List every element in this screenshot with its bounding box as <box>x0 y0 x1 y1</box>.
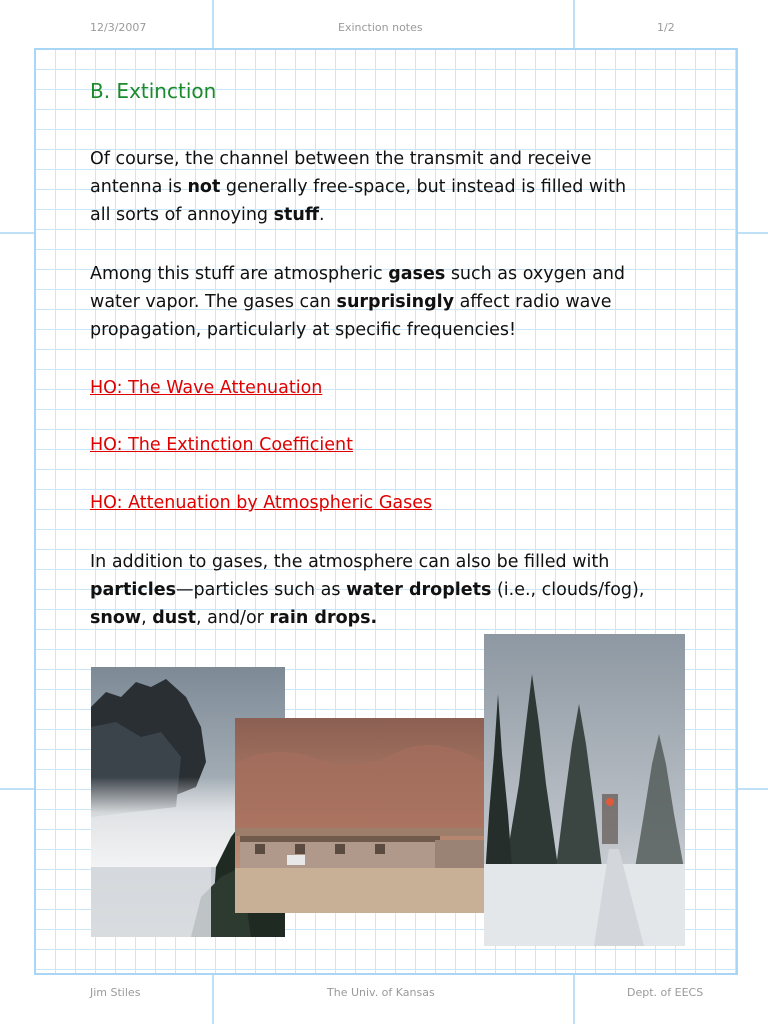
header-doc-title: Exinction notes <box>338 21 423 34</box>
text-line: all sorts of annoying stuff. <box>90 205 325 225</box>
paragraph-particles <box>90 548 730 632</box>
footer-university: The Univ. of Kansas <box>327 986 435 999</box>
text-line: water vapor. The gases can surprisingly affect radio wave <box>90 292 612 312</box>
text-line: antenna is not generally free-space, but instead is filled with <box>90 177 627 197</box>
text-line: snow, dust, and/or rain drops. <box>90 608 378 628</box>
section-title: B. Extinction <box>90 79 217 103</box>
text-line: In addition to gases, the atmosphere can also be filled with <box>90 552 610 572</box>
paragraph-channel <box>90 145 690 229</box>
footer-author: Jim Stiles <box>90 986 141 999</box>
paragraph-gases <box>90 260 690 344</box>
text-line: Of course, the channel between the transmit and receive <box>90 149 592 169</box>
handout-link-atmospheric-gases[interactable]: HO: Attenuation by Atmospheric Gases <box>90 493 433 513</box>
header-date: 12/3/2007 <box>90 21 147 34</box>
photo-dust-storm <box>235 718 485 913</box>
photo-snow-forest <box>484 634 685 946</box>
text-line: particles—particles such as water droplets (i.e., clouds/fog), <box>90 580 645 600</box>
footer-department: Dept. of EECS <box>627 986 704 999</box>
handout-link-extinction-coefficient[interactable]: HO: The Extinction Coefficient <box>90 435 353 455</box>
text-line: propagation, particularly at specific frequencies! <box>90 320 516 340</box>
text-line: Among this stuff are atmospheric gases such as oxygen and <box>90 264 626 284</box>
handout-link-wave-attenuation[interactable]: HO: The Wave Attenuation <box>90 378 323 398</box>
header-page-number: 1/2 <box>657 21 675 34</box>
